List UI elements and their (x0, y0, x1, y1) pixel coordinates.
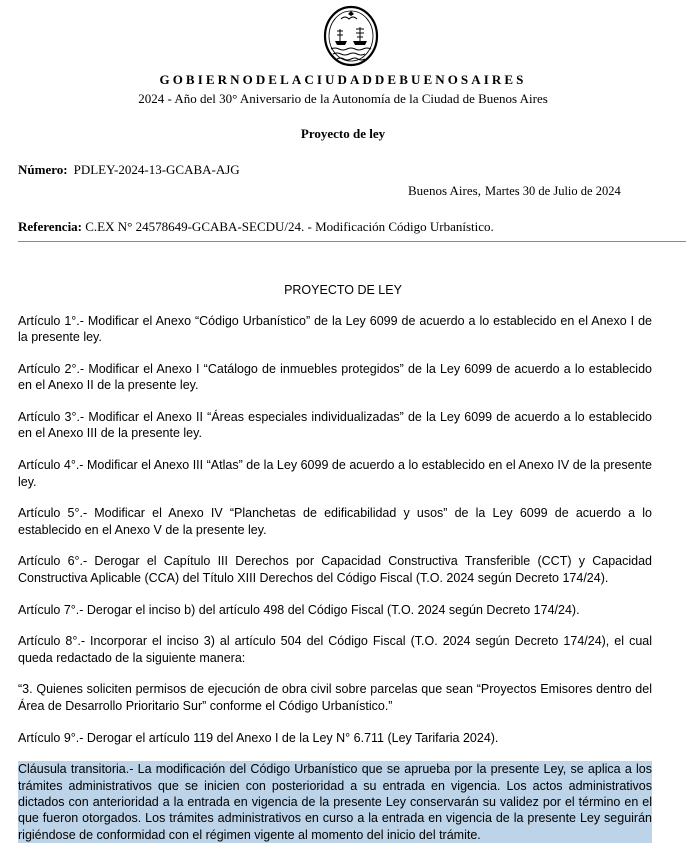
number-label: Número: (18, 162, 68, 177)
article-3: Artículo 3°.- Modificar el Anexo II “Áreas especiales individualizadas” de la Ley 6099 de acuerdo a lo establecido en el Anexo III de la presente ley. (18, 410, 652, 441)
government-name: GOBIERNODELACIUDADDEBUENOSAIRES (159, 72, 527, 87)
articles (18, 313, 652, 843)
city-name: Buenos Aires, (408, 183, 481, 198)
reference-value: C.EX N° 24578649-GCABA-SECDU/24. - Modificación Código Urbanístico. (85, 219, 494, 234)
city-seal-icon (323, 5, 379, 67)
article-1: Artículo 1°.- Modificar el Anexo “Código Urbanístico” de la Ley 6099 de acuerdo a lo establecido en el Anexo I de la presente ley. (18, 314, 652, 345)
article-4: Artículo 4°.- Modificar el Anexo III “Atlas” de la Ley 6099 de acuerdo a lo establecido en el Anexo IV de la presente ley. (18, 458, 652, 489)
article-8: Artículo 8°.- Incorporar el inciso 3) al artículo 504 del Código Fiscal (T.O. 2024 según Decreto 174/24), el cual queda redactado de la siguiente manera: (18, 634, 652, 665)
reference (18, 219, 494, 235)
header-divider (18, 241, 686, 242)
document-date: Martes 30 de Julio de 2024 (484, 184, 621, 198)
article-5: Artículo 5°.- Modificar el Anexo IV “Planchetas de edificabilidad y usos” de la Ley 6099 de acuerdo a lo establecido en el Anexo V de la presente ley. (18, 506, 652, 537)
year-motto: 2024 - Año del 30° Aniversario de la Autonomía de la Ciudad de Buenos Aires (138, 91, 548, 106)
document-type-title: Proyecto de ley (300, 126, 386, 141)
article-2: Artículo 2°.- Modificar el Anexo I “Catálogo de inmuebles protegidos” de la Ley 6099 de acuerdo a lo establecido en el Anexo II de la presente ley. (18, 362, 652, 393)
article-7: Artículo 7°.- Derogar el inciso b) del artículo 498 del Código Fiscal (T.O. 2024 según Decreto 174/24). (18, 602, 580, 617)
law-title: PROYECTO DE LEY (284, 283, 402, 297)
place-date (408, 183, 621, 199)
document-number (18, 162, 240, 178)
article-8-quote: “3. Quienes soliciten permisos de ejecución de obra civil sobre parcelas que sean “Proyectos Emisores dentro del Área de Desarrollo Prioritario Sur” conforme el Código Urbanístico.” (18, 682, 652, 713)
transitory-clause-selected[interactable]: Cláusula transitoria.- La modificación del Código Urbanístico que se aprueba por la presente Ley, se aplica a los trámites administrativos que se inicien con posterioridad a su entrada en vigencia. Los actos administrativos dictados con anterioridad a la entrada en vigencia de la presente Ley conservarán su validez por el término en el que fueron otorgados. Los trámites administrativos en curso a la entrada en vigencia de la presente Ley seguirán rigiéndose de conformidad con el régimen vigente al momento del inicio del trámite. (18, 762, 652, 842)
article-6: Artículo 6°.- Derogar el Capítulo III Derechos por Capacidad Constructiva Transferible (CCT) y Capacidad Constructiva Aplicable (CCA) del Título XIII Derechos del Código Fiscal (T.O. 2024 según Decreto 174/24). (18, 554, 652, 585)
reference-label: Referencia: (18, 219, 83, 234)
article-9: Artículo 9°.- Derogar el artículo 119 del Anexo I de la Ley N° 6.711 (Ley Tarifaria 2024). (18, 730, 499, 745)
number-value: PDLEY-2024-13-GCABA-AJG (73, 162, 240, 177)
